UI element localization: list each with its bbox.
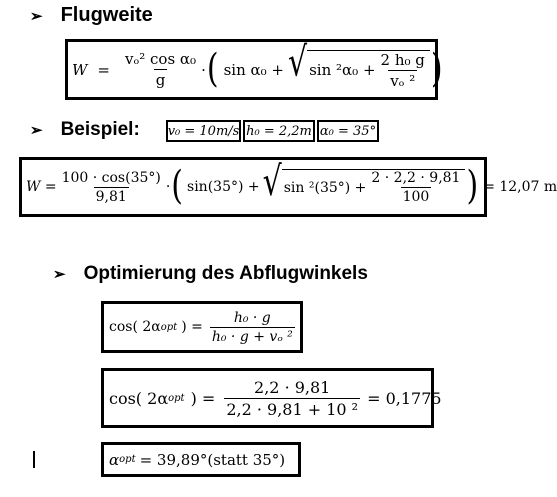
formula-fraction: $\frac{\text{h₀ · g}}{\text{h₀ · g + vₒ ²}}$ [211,309,293,345]
formula-fraction: $\frac{\text{vₒ² cos α₀}}{g}$ [125,50,197,89]
text-cursor [33,451,35,468]
paren-open: ( [206,46,219,92]
heading-optimierung-text: Optimierung des Abflugwinkels [83,263,368,284]
formula-flugweite: W = $\frac{\text{vₒ² cos α₀}}{g}$ · ( sin α₀ + √ sin ²α₀ + $\frac{\text{2 h₀ g}}{\text{vₒ ²}}$ ) [65,39,438,100]
formula-opt-result: α opt = 39,89°(statt 35°) [101,442,301,477]
formula-result: = 39,89°(statt 35°) [139,450,286,469]
sqrt-term: √ sin ²(35°) + $\frac{2 \cdot 2,2 \cdot 9,81}{100}$ [263,169,466,205]
bullet-arrow-icon: ➢ [30,7,43,25]
param-velocity: v₀ = 10m/s [166,120,241,142]
sin-term: sin α₀ + [223,60,284,79]
formula-opt-numeric: cos( 2α opt ) = $\frac{2,2 \cdot 9,81}{\text{2,2 · 9,81 + 10 ²}}$ = 0,1775 [101,368,434,428]
paren-open: ( [171,163,184,210]
formula-equals: = [97,60,110,79]
heading-flugweite-text: Flugweite [60,4,153,26]
formula-lhs: W = [26,179,57,195]
bullet-arrow-icon: ➢ [53,266,66,283]
param-height: h₀ = 2,2m [243,120,315,142]
formula-fraction: $\frac{100 \cdot \cos(35^\circ)}{9,81}$ [61,169,161,205]
param-angle: α₀ = 35° [317,120,379,142]
heading-beispiel [30,119,140,141]
sqrt-term: √ sin ²α₀ + $\frac{\text{2 h₀ g}}{\text{vₒ ²}}$ [288,50,430,90]
heading-flugweite [30,4,153,27]
heading-optimierung [53,263,368,285]
formula-result: = 12,07 m [483,179,557,195]
formula-lhs: W [72,60,88,79]
heading-beispiel-text: Beispiel: [60,119,140,140]
formula-beispiel: W = $\frac{100 \cdot \cos(35^\circ)}{9,81}$ · ( sin(35°) + √ sin ²(35°) + $\frac{2 \cdot 2,2 \cdot 9,81}{100}$ ) = 12,07 m [19,157,487,217]
formula-fraction: $\frac{2,2 \cdot 9,81}{\text{2,2 · 9,81 + 10 ²}}$ [226,377,359,419]
bullet-arrow-icon: ➢ [30,122,43,139]
sin-term: sin(35°) + [187,179,260,195]
paren-close: ) [430,46,443,92]
formula-result: = 0,1775 [367,388,442,408]
paren-close: ) [466,163,479,210]
formula-opt-general: cos( 2α opt ) = $\frac{\text{h₀ · g}}{\text{h₀ · g + vₒ ²}}$ [101,301,303,353]
